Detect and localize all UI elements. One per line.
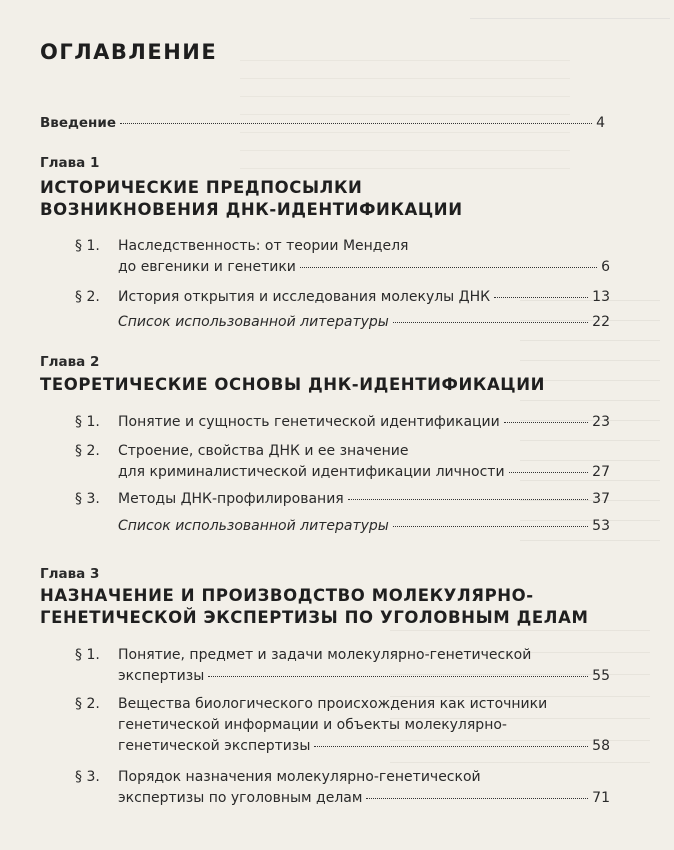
section-number: § 3. <box>75 769 100 785</box>
entry-line: Список использованной литературы <box>118 518 389 534</box>
chapter-title-line: ИСТОРИЧЕСКИЕ ПРЕДПОСЫЛКИ <box>40 178 363 197</box>
section-number: § 2. <box>75 289 100 305</box>
entry-line: экспертизы <box>118 668 205 684</box>
toc-entry <box>75 236 610 278</box>
page-number: 22 <box>592 314 610 330</box>
entry-line: экспертизы по уголовным делам <box>118 790 363 806</box>
chapter-label: Глава 1 <box>40 155 100 171</box>
entry-line: Понятие и сущность генетической идентификации <box>118 414 500 430</box>
page-number: 58 <box>592 738 610 754</box>
chapter-title-line: ГЕНЕТИЧЕСКОЙ ЭКСПЕРТИЗЫ ПО УГОЛОВНЫМ ДЕЛАМ <box>40 608 589 627</box>
entry-line: Методы ДНК-профилирования <box>118 491 344 507</box>
toc-entry <box>75 767 610 809</box>
toc-entry <box>75 645 610 687</box>
toc-entry <box>75 412 610 433</box>
leader-dots <box>504 422 588 423</box>
chapter-title-line: ТЕОРЕТИЧЕСКИЕ ОСНОВЫ ДНК-ИДЕНТИФИКАЦИИ <box>40 375 546 394</box>
section-number: § 2. <box>75 443 100 459</box>
section-number: § 1. <box>75 647 100 663</box>
chapter-title <box>40 177 640 221</box>
entry-line: для криминалистической идентификации личности <box>118 464 505 480</box>
page-title: ОГЛАВЛЕНИЕ <box>40 40 218 64</box>
leader-dots <box>348 499 588 500</box>
entry-line: генетической информации и объекты молекулярно- <box>118 717 507 733</box>
leader-dots <box>300 267 597 268</box>
page-number: 71 <box>592 790 610 806</box>
page-number: 27 <box>592 464 610 480</box>
entry-line: Вещества биологического происхождения как источники <box>118 696 548 712</box>
chapter-label: Глава 2 <box>40 354 100 370</box>
entry-line: до евгеники и генетики <box>118 259 296 275</box>
page-number: 53 <box>592 518 610 534</box>
chapter-title <box>40 585 640 629</box>
toc-entry-intro <box>40 115 605 131</box>
entry-line: генетической экспертизы <box>118 738 311 754</box>
toc-entry <box>75 694 610 757</box>
show-through-texture <box>470 2 670 19</box>
page-number: 55 <box>592 668 610 684</box>
section-number: § 1. <box>75 238 100 254</box>
entry-line: Порядок назначения молекулярно-генетической <box>118 769 481 785</box>
leader-dots <box>208 676 588 677</box>
entry-line: Наследственность: от теории Менделя <box>118 238 409 254</box>
toc-entry-bibliography <box>75 312 610 333</box>
page-number: 23 <box>592 414 610 430</box>
page-number: 13 <box>592 289 610 305</box>
toc-entry <box>75 287 610 308</box>
leader-dots <box>366 798 588 799</box>
leader-dots <box>393 322 588 323</box>
toc-entry <box>75 489 610 510</box>
leader-dots <box>314 746 588 747</box>
page-number: 37 <box>592 491 610 507</box>
page-number: 4 <box>596 115 605 131</box>
section-number: § 3. <box>75 491 100 507</box>
entry-line: Строение, свойства ДНК и ее значение <box>118 443 409 459</box>
chapter-title <box>40 374 640 396</box>
toc-entry-bibliography <box>75 516 610 537</box>
toc-entry <box>75 441 610 483</box>
leader-dots <box>494 297 588 298</box>
entry-line: История открытия и исследования молекулы ДНК <box>118 289 491 305</box>
entry-line: Понятие, предмет и задачи молекулярно-генетической <box>118 647 532 663</box>
leader-dots <box>393 526 588 527</box>
section-number: § 2. <box>75 696 100 712</box>
leader-dots <box>509 472 589 473</box>
chapter-label: Глава 3 <box>40 566 100 582</box>
entry-line: Список использованной литературы <box>118 314 389 330</box>
intro-label: Введение <box>40 115 116 131</box>
chapter-title-line: НАЗНАЧЕНИЕ И ПРОИЗВОДСТВО МОЛЕКУЛЯРНО- <box>40 586 534 605</box>
leader-dots <box>120 123 592 124</box>
page-number: 6 <box>601 259 610 275</box>
section-number: § 1. <box>75 414 100 430</box>
chapter-title-line: ВОЗНИКНОВЕНИЯ ДНК-ИДЕНТИФИКАЦИИ <box>40 200 463 219</box>
